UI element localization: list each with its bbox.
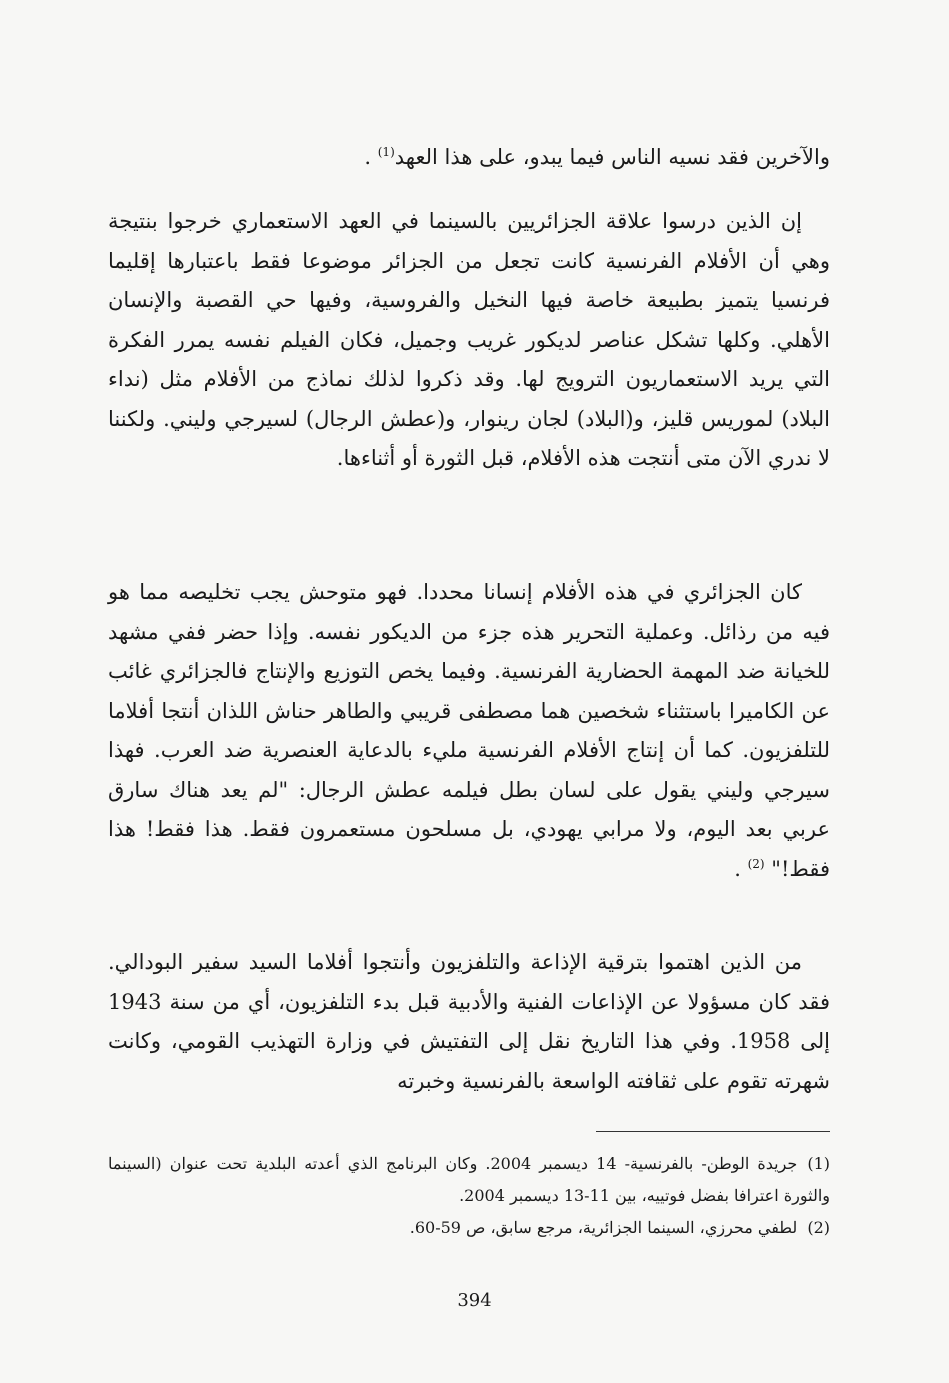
page-number: 394 <box>457 1290 492 1311</box>
footnote-1-number: (1) <box>807 1154 831 1173</box>
paragraph-3-text: كان الجزائري في هذه الأفلام إنسانا محددا. فهو متوحش يجب تخليصه مما هو فيه من رذائل. وعملية التحرير هذه جزء من الديكور نفسه. وإذا حضر ففي مشهد للخيانة ضد المهمة الحضارية الفرنسية. وفيما يخص التوزيع والإنتاج فالجزائري غائب عن الكاميرا باستثناء شخصين هما مصطفى قريبي والطاهر حناش اللذان أنتجا أفلاما للتلفزيون. كما أن إنتاج الأفلام الفرنسية مليء بالدعاية العنصرية ضد العرب. فهذا سيرجي وليني يقول على لسان بطل فيلمه عطش الرجال: "لم يعد هناك سارق عربي بعد اليوم، ولا مرابي يهودي، بل مسلحون مستعمرون فقط. هذا فقط! هذا فقط!" <box>108 580 830 881</box>
footnote-1-text: جريدة الوطن- بالفرنسية- 14 ديسمبر 2004. وكان البرنامج الذي أعدته البلدية تحت عنوان (السينما والثورة اعترافا بفضل فوتييه، بين 11-13 ديسمبر 2004. <box>108 1154 830 1205</box>
footnote-divider <box>596 1131 830 1132</box>
paragraph-1-end: . <box>364 145 372 169</box>
paragraph-2-text: إن الذين درسوا علاقة الجزائريين بالسينما في العهد الاستعماري خرجوا بنتيجة وهي أن الأفلام الفرنسية كانت تجعل من الجزائر موضوعا فقط باعتبارها إقليما فرنسيا يتميز بطبيعة خاصة فيها النخيل والفروسية، وفيها حي القصبة والإنسان الأهلي. وكلها تشكل عناصر لديكور غريب وجميل، فكان الفيلم نفسه يمرر الفكرة التي يريد الاستعماريون الترويج لها. وقد ذكروا لذلك نماذج من الأفلام مثل (نداء البلاد) لموريس قليز، و(البلاد) لجان رينوار، و(عطش الرجال) لسيرجي وليني. ولكننا لا ندري الآن متى أنتجت هذه الأفلام، قبل الثورة أو أثناءها. <box>108 209 830 470</box>
footnote-2 <box>108 1212 830 1244</box>
paragraph-1 <box>108 138 830 178</box>
paragraph-3 <box>108 573 830 889</box>
footnote-ref-1[interactable]: (1) <box>377 145 395 159</box>
footnote-2-text: لطفي محرزي، السينما الجزائرية، مرجع سابق، ص 59-60. <box>409 1218 798 1237</box>
paragraph-1-text: والآخرين فقد نسيه الناس فيما يبدو، على هذا العهد <box>394 145 830 169</box>
paragraph-4 <box>108 943 830 1101</box>
footnote-1 <box>108 1148 830 1212</box>
paragraph-3-end: . <box>734 856 741 881</box>
footnotes <box>108 1148 830 1244</box>
paragraph-2 <box>108 202 830 479</box>
footnote-ref-2[interactable]: (2) <box>747 856 765 871</box>
paragraph-4-text: من الذين اهتموا بترقية الإذاعة والتلفزيون وأنتجوا أفلاما السيد سفير البودالي. فقد كان مسؤولا عن الإذاعات الفنية والأدبية قبل بدء التلفزيون، أي من سنة 1943 إلى 1958. وفي هذا التاريخ نقل إلى التفتيش في وزارة التهذيب القومي، وكانت شهرته تقوم على ثقافته الواسعة بالفرنسية وخبرته <box>108 950 830 1093</box>
footnote-2-number: (2) <box>807 1218 830 1237</box>
